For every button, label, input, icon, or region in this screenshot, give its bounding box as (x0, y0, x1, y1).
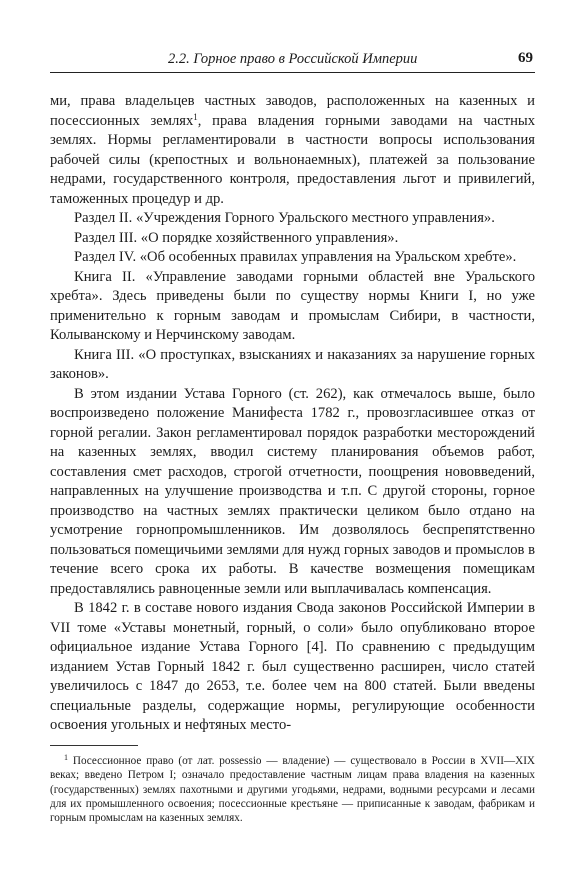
section-four-title: Раздел IV. «Об особенных правилах управления на Уральском хребте». (74, 249, 517, 265)
running-header (50, 46, 535, 73)
running-title: 2.2. Горное право в Российской Империи (168, 51, 418, 67)
edition-1842-paragraph: В 1842 г. в составе нового издания Свода законов Российской Империи в VII томе «Уставы монетный, горный, о соли» было опубликовано второе официальное издание Устава Горного [4]. По сравнению с предыдущим изданием Устав Горный 1842 г. был существенно расширен, число статей увеличилось с 1847 до 2653, т.е. более чем на 800 статей. Были введены специальные разделы, содержащие нормы, регулирующие особенности освоения угольных и нефтяных место- (50, 600, 535, 733)
paragraph-text-rest: , права владения горными заводами на частных землях. Нормы регламентировали в частности вопросы использования рабочей силы (крепостных и вольнонаемных), платежей за пользование недрами, государственного контроля, предоставления льгот и привилегий, таможенных процедур и др. (50, 112, 535, 207)
main-text (50, 92, 535, 736)
paragraph-text: ми, права владельцев частных заводов, расположенных на казенных и посессионных землях (50, 93, 535, 129)
edition-paragraph: В этом издании Устава Горного (ст. 262), как отмечалось выше, было воспроизведено положение Манифеста 1782 г., провозгласившее отказ от горной регалии. Закон регламентировал порядок разработки месторождений на казенных землях, вводил систему планирования объемов работ, составления смет расходов, строгой отчетности, поощрения нововведений, направленных на улучшение производства и т.п. С другой стороны, горное производство на частных землях практически целиком было отдано на усмотрение горнопромышленников. Им дозволялось беспрепятственно пользоваться помещичьими землями для нужд горных заводов и промыслов в течение всего срока их работы. В качестве возмещения помещикам предоставлялись равноценные земли или выплачивалась компенсация. (50, 385, 535, 597)
footnote-divider (50, 745, 138, 746)
footnote-reference: 1 (193, 111, 198, 122)
book-two-paragraph: Книга II. «Управление заводами горными областей вне Уральского хребта». Здесь приведены были по существу нормы Книги I, но уже применительно к горным заводам и промыслам Сибири, в частности, Колыванскому и Нерчинскому заводам. (50, 268, 535, 343)
book-three-paragraph: Книга III. «О проступках, взысканиях и наказаниях за нарушение горных законов». (50, 346, 535, 382)
section-three-title: Раздел III. «О порядке хозяйственного управления». (74, 229, 399, 246)
footnote-text: Посессионное право (от лат. possessio — владение) — существовало в России в XVII—XIX веках; введено Петром I; означало предоставление частным лицам права владения на казенных (государственных) землях пахотными и другими угодьями, недрами, водными ресурсами и лесами для их промышленного освоения; посессионные крестьяне — приписанные к заводам, фабрикам и горным промыслам на казенных землях. (50, 755, 535, 825)
footnote-marker: 1 (64, 753, 68, 762)
paragraph-continuation (50, 92, 535, 209)
footnote (50, 754, 535, 825)
page-number: 69 (518, 50, 533, 66)
section-two-title: Раздел II. «Учреждения Горного Уральского местного управления». (74, 210, 495, 226)
